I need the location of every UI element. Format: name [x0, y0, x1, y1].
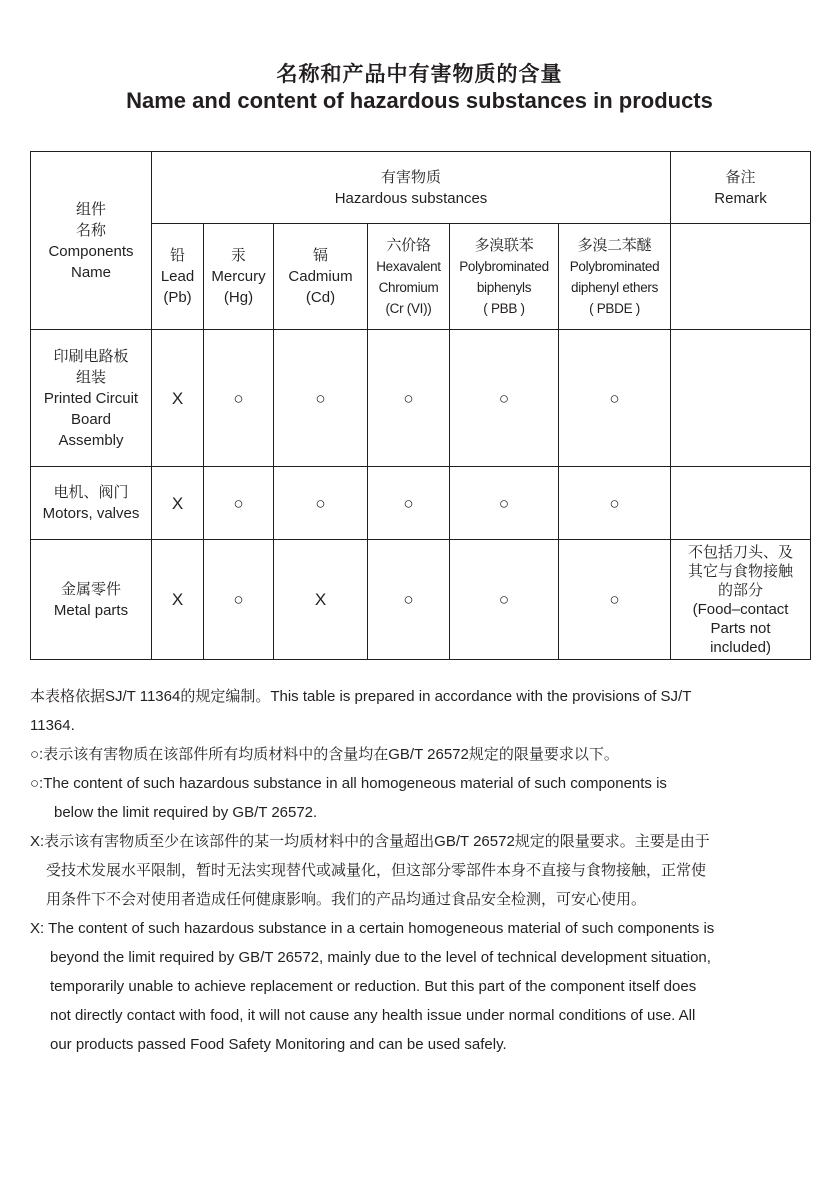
table-row — [31, 540, 811, 660]
substance-en1: Hexavalent — [376, 258, 441, 274]
components-header-cn2: 名称 — [75, 221, 106, 239]
note-x-en-line5: our products passed Food Safety Monitoring and can be used safely. — [50, 1036, 507, 1053]
substance-lead-header — [152, 224, 204, 330]
note-x-en-line2: beyond the limit required by GB/T 26572, mainly due to the level of technical development situation, — [50, 949, 711, 966]
remark-cn1: 不包括刀头、及 — [688, 543, 794, 561]
substance-chromium-header — [368, 224, 450, 330]
substance-en1: Polybrominated — [459, 258, 549, 274]
substance-en2: Chromium — [378, 279, 439, 295]
component-name-cn2: 组装 — [75, 368, 106, 386]
substance-mercury-header — [204, 224, 274, 330]
value-cell: ○ — [368, 330, 450, 467]
substance-en3: (Cr (VI)) — [385, 300, 432, 316]
value-cell: ○ — [274, 467, 368, 540]
note-x-cn-line1: X:表示该有害物质至少在该部件的某一均质材料中的含量超出GB/T 26572规定的限量要求。主要是由于 — [30, 833, 710, 850]
components-header-en1: Components — [48, 242, 134, 260]
remark-cell — [671, 330, 811, 467]
remark-header — [671, 152, 811, 224]
components-header-en2: Name — [70, 263, 111, 281]
table-row — [31, 467, 811, 540]
value-cell: ○ — [204, 330, 274, 467]
remark-en2: Parts not — [710, 619, 771, 637]
page-title-chinese: 名称和产品中有害物质的含量 — [276, 62, 563, 86]
substance-en2: (Hg) — [223, 289, 254, 306]
note-x-en-line1: X: The content of such hazardous substance in a certain homogeneous material of such components is — [30, 920, 715, 937]
remark-cell — [671, 467, 811, 540]
remark-cell — [671, 540, 811, 660]
component-name-cell — [31, 467, 152, 540]
substance-en1: Mercury — [211, 268, 266, 285]
note-o-en-line1: ○:The content of such hazardous substance in all homogeneous material of such components is — [30, 775, 667, 792]
substance-pbb-header — [450, 224, 559, 330]
substance-en1: Lead — [160, 268, 195, 285]
value-cell: X — [152, 540, 204, 660]
remark-header-cn: 备注 — [725, 168, 756, 186]
component-name-cell — [31, 540, 152, 660]
value-cell: ○ — [450, 330, 559, 467]
value-cell: ○ — [450, 467, 559, 540]
value-cell: ○ — [559, 540, 671, 660]
substance-en1: Cadmium — [288, 268, 353, 285]
remark-header-en: Remark — [714, 189, 767, 207]
substance-cn: 多溴联苯 — [474, 236, 534, 254]
remark-cn3: 的部分 — [718, 581, 764, 599]
substance-en2: (Cd) — [305, 289, 336, 306]
note-x-en-line4: not directly contact with food, it will not cause any health issue under normal conditions of use. All — [50, 1007, 696, 1024]
value-cell: ○ — [368, 467, 450, 540]
component-name-en1: Printed Circuit — [43, 389, 139, 407]
remark-en3: included) — [710, 638, 771, 656]
substance-cn: 汞 — [230, 247, 246, 264]
substance-en3: ( PBDE ) — [589, 300, 640, 316]
notes-section — [30, 682, 815, 1059]
table-header-row — [31, 152, 811, 224]
components-name-header — [31, 152, 152, 330]
substance-cn: 铅 — [169, 247, 185, 264]
remark-cn2: 其它与食物接触 — [688, 562, 794, 580]
substance-pbde-header — [559, 224, 671, 330]
substance-en2: diphenyl ethers — [570, 279, 659, 295]
component-name-cn1: 电机、阀门 — [53, 484, 129, 501]
value-cell: ○ — [204, 540, 274, 660]
substance-en2: biphenyls — [476, 279, 532, 295]
hazardous-header-en: Hazardous substances — [334, 189, 488, 207]
table-row — [31, 330, 811, 467]
value-cell: ○ — [559, 330, 671, 467]
note-intro-line2: 11364. — [30, 717, 75, 734]
value-cell: ○ — [368, 540, 450, 660]
substance-cn: 镉 — [312, 247, 328, 264]
hazardous-header-cn: 有害物质 — [381, 168, 442, 186]
components-header-cn1: 组件 — [75, 200, 106, 218]
value-cell: ○ — [450, 540, 559, 660]
hazardous-substances-header — [152, 152, 671, 224]
note-o-en-line2: below the limit required by GB/T 26572. — [54, 804, 318, 821]
component-name-cell — [31, 330, 152, 467]
substance-en3: ( PBB ) — [483, 300, 525, 316]
substance-cn: 六价铬 — [386, 236, 431, 254]
value-cell: X — [274, 540, 368, 660]
value-cell: X — [152, 467, 204, 540]
substance-en1: Polybrominated — [569, 258, 660, 274]
component-name-en2: Board — [70, 410, 112, 428]
substance-en2: (Pb) — [163, 289, 192, 306]
value-cell: ○ — [204, 467, 274, 540]
note-x-cn-line3: 用条件下不会对使用者造成任何健康影响。我们的产品均通过食品安全检测，可安心使用。 — [46, 891, 647, 908]
note-x-en-line3: temporarily unable to achieve replacement or reduction. But this part of the component itself does — [50, 978, 697, 995]
component-name-cn1: 印刷电路板 — [53, 347, 129, 365]
value-cell: ○ — [559, 467, 671, 540]
substance-cn: 多溴二苯醚 — [577, 236, 652, 254]
page-title-english: Name and content of hazardous substances in products — [126, 88, 713, 113]
remark-empty-cell — [671, 224, 811, 330]
hazardous-substances-table — [30, 151, 811, 660]
value-cell: X — [152, 330, 204, 467]
value-cell: ○ — [274, 330, 368, 467]
note-x-cn-line2: 受技术发展水平限制，暂时无法实现替代或减量化，但这部分零部件本身不直接与食物接触，正常使 — [46, 862, 707, 879]
component-name-en1: Motors, valves — [42, 505, 140, 522]
substance-cadmium-header — [274, 224, 368, 330]
component-name-en3: Assembly — [58, 431, 124, 449]
remark-en1: (Food–contact — [692, 600, 789, 618]
component-name-cn1: 金属零件 — [60, 580, 121, 598]
note-o-cn: ○:表示该有害物质在该部件所有均质材料中的含量均在GB/T 26572规定的限量要求以下。 — [30, 746, 619, 763]
component-name-en1: Metal parts — [53, 601, 129, 619]
note-intro-line1: 本表格依据SJ/T 11364的规定编制。This table is prepared in accordance with the provisions of SJ/T — [30, 688, 692, 705]
